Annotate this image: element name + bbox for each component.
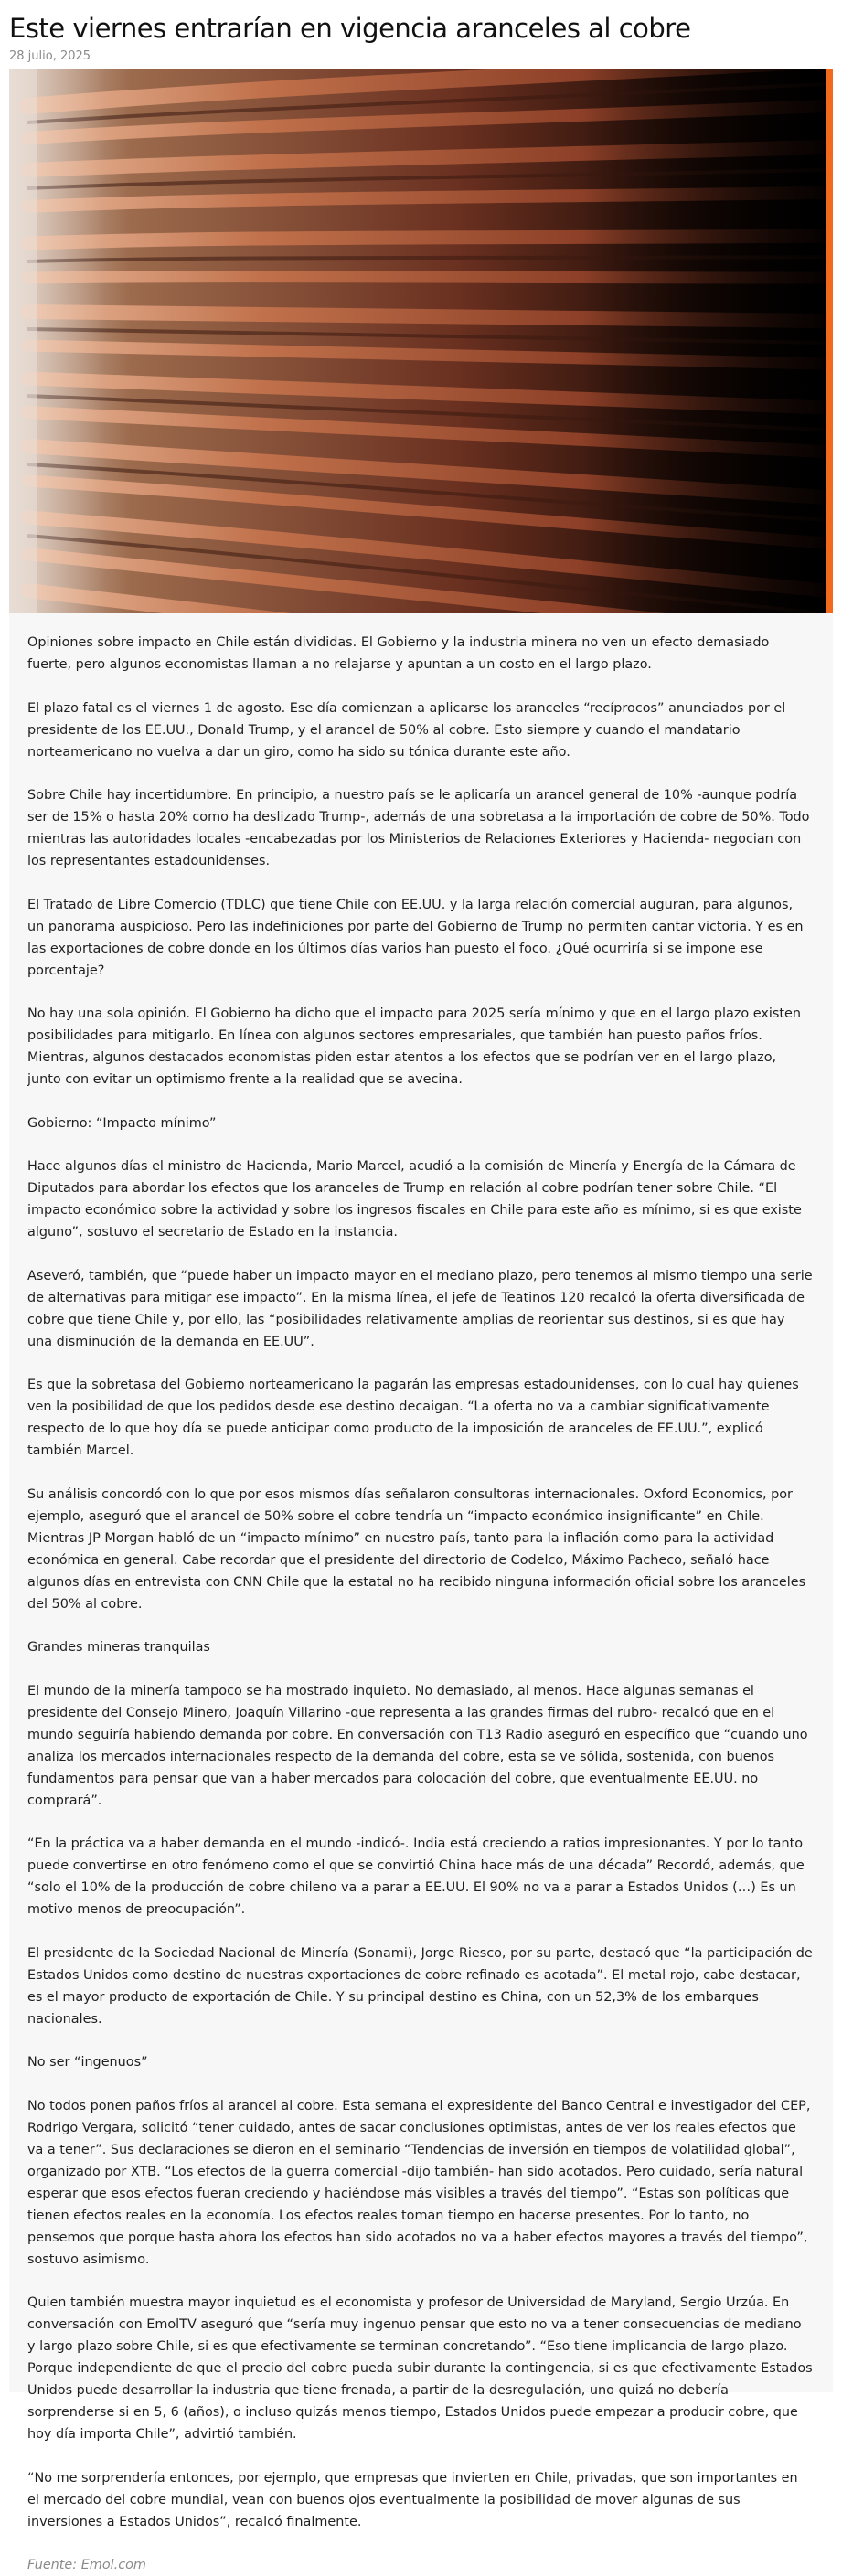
- orange-accent-bar: [826, 69, 833, 613]
- section-subheading: Gobierno: “Impacto mínimo”: [27, 1115, 217, 1131]
- article-paragraph: “En la práctica va a haber demanda en el mundo -indicó-. India está creciendo a ratios impresionantes. Y por lo tanto puede convertirse en otro fenómeno como el que se convirtió China hace más de una década” Recordó, además, que “solo el 10% de la producción de cobre chileno va a parar a EE.UU. El 90% no va a parar a Estados Unidos (…) Es un motivo menos de preocupación”.: [27, 1836, 805, 1917]
- copper-sheets-image: [9, 69, 826, 613]
- article-paragraph: Sobre Chile hay incertidumbre. En principio, a nuestro país se le aplicaría un arancel general de 10% -aunque podría ser de 15% o hasta 20% como ha deslizado Trump-, además de una sobretasa a la importación de cobre de 50%. Todo mientras las autoridades locales -encabezadas por los Ministerios de Relaciones Exteriores y Hacienda- negocian con los representantes estadounidenses.: [27, 788, 810, 868]
- article-paragraph: El mundo de la minería tampoco se ha mostrado inquieto. No demasiado, al menos. Hace algunas semanas el presidente del Consejo Minero, Joaquín Villarino -que representa a las grandes firmas del rubro- recalcó que en el mundo seguiría habiendo demanda por cobre. En conversación con T13 Radio aseguró en específico que “cuando uno analiza los mercados internacionales respecto de la demanda del cobre, esta se ve sólida, sostenida, con buenos fundamentos para pensar que van a haber mercados para colocación del cobre, que eventualmente EE.UU. no comprará”.: [27, 1683, 808, 1808]
- article-paragraph: Hace algunos días el ministro de Hacienda, Mario Marcel, acudió a la comisión de Minería y Energía de la Cámara de Diputados para abordar los efectos que los aranceles de Trump en relación al cobre podrían tener sobre Chile. “El impacto económico sobre la actividad y sobre los ingresos fiscales en Chile para este año es mínimo, si es que existe alguno”, sostuvo el secretario de Estado en la instancia.: [27, 1159, 802, 1240]
- article-date: 28 julio, 2025: [9, 49, 91, 63]
- article-body: [9, 613, 833, 2572]
- section-subheading: No ser “ingenuos”: [27, 2055, 148, 2070]
- article-source: Fuente: Emol.com: [27, 2558, 146, 2572]
- article-paragraph: No todos ponen paños fríos al arancel al cobre. Esta semana el expresidente del Banco Central e investigador del CEP, Rodrigo Vergara, solicitó “tener cuidado, antes de sacar conclusiones optimistas, antes de ver los reales efectos que va a tener”. Sus declaraciones se dieron en el seminario “Tendencias de inversión en tiempos de volatilidad global”, organizado por XTB. “Los efectos de la guerra comercial -dijo también- han sido acotados. Pero cuidado, sería natural esperar que esos efectos fueran creciendo y haciéndose más visibles a través del tiempo”. “Estas son políticas que tienen efectos reales en la economía. Los efectos reales toman tiempo en hacerse presentes. Por lo tanto, no pensemos que porque hasta ahora los efectos han sido acotados no va a haber efectos mayores a través del tiempo”, sostuvo asimismo.: [27, 2098, 811, 2267]
- article-paragraph: El plazo fatal es el viernes 1 de agosto. Ese día comienzan a aplicarse los aranceles “recíprocos” anunciados por el presidente de los EE.UU., Donald Trump, y el arancel de 50% al cobre. Esto siempre y cuando el mandatario norteamericano no vuelva a dar un giro, como ha sido su tónica durante este año.: [27, 700, 786, 760]
- article-title: Este viernes entrarían en vigencia aranceles al cobre: [9, 13, 691, 44]
- article-paragraph: Opiniones sobre impacto en Chile están divididas. El Gobierno y la industria minera no ven un efecto demasiado fuerte, pero algunos economistas llaman a no relajarse y apuntan a un costo en el largo plazo.: [27, 635, 770, 672]
- article-paragraph: “No me sorprendería entonces, por ejemplo, que empresas que invierten en Chile, privadas, que son importantes en el mercado del cobre mundial, vean con buenos ojos eventualmente la posibilidad de mover algunas de sus inversiones a Estados Unidos”, recalcó finalmente.: [27, 2470, 798, 2529]
- article-paragraph: El Tratado de Libre Comercio (TDLC) que tiene Chile con EE.UU. y la larga relación comercial auguran, para algunos, un panorama auspicioso. Pero las indefiniciones por parte del Gobierno de Trump no permiten cantar victoria. Y es en las exportaciones de cobre donde en los últimos días varios han puesto el foco. ¿Qué ocurriría si se impone ese porcentaje?: [27, 897, 804, 978]
- article-paragraph: No hay una sola opinión. El Gobierno ha dicho que el impacto para 2025 sería mínimo y que en el largo plazo existen posibilidades para mitigarlo. En línea con algunos sectores empresariales, que también han puesto paños fríos. Mientras, algunos destacados economistas piden estar atentos a los efectos que se podrían ver en el largo plazo, junto con evitar un optimismo frente a la realidad que se avecina.: [27, 1006, 801, 1087]
- article-paragraph: Quien también muestra mayor inquietud es el economista y profesor de Universidad de Maryland, Sergio Urzúa. En conversación con EmolTV aseguró que “sería muy ingenuo pensar que esto no va a tener consecuencias de mediano y largo plazo sobre Chile, si es que efectivamente se terminan concretando”. “Eso tiene implicancia de largo plazo. Porque independiente de que el precio del cobre pueda subir durante la contingencia, si es que efectivamente Estados Unidos puede desarrollar la industria que tiene frenada, a partir de la desregulación, uno quizá no debería sorprenderse si en 5, 6 (años), o incluso quizás menos tiempo, Estados Unidos puede empezar a producir cobre, que hoy día importa Chile”, advirtió también.: [27, 2295, 813, 2442]
- article-header: [0, 0, 842, 63]
- article-hero-image: [9, 69, 833, 613]
- article-paragraph: Aseveró, también, que “puede haber un impacto mayor en el mediano plazo, pero tenemos al mismo tiempo una serie de alternativas para mitigar ese impacto”. En la misma línea, el jefe de Teatinos 120 recalcó la oferta diversificada de cobre que tiene Chile y, por ello, las “posibilidades relativamente amplias de reorientar sus destinos, si es que hay una disminución de la demanda en EE.UU”.: [27, 1268, 813, 1349]
- article-paragraph: Su análisis concordó con lo que por esos mismos días señalaron consultoras internacionales. Oxford Economics, por ejemplo, aseguró que el arancel de 50% sobre el cobre tendría un “impacto económico insignificante” en Chile. Mientras JP Morgan habló de un “impacto mínimo” en nuestro país, tanto para la inflación como para la actividad económica en general. Cabe recordar que el presidente del directorio de Codelco, Máximo Pacheco, señaló hace algunos días en entrevista con CNN Chile que la estatal no ha recibido ninguna información oficial sobre los aranceles del 50% al cobre.: [27, 1486, 806, 1612]
- section-subheading: Grandes mineras tranquilas: [27, 1640, 210, 1655]
- article-paragraph: Es que la sobretasa del Gobierno norteamericano la pagarán las empresas estadounidenses, con lo cual hay quienes ven la posibilidad de que los pedidos desde ese destino decaigan. “La oferta no va a cambiar significativamente respecto de lo que hoy día se puede anticipar como producto de la imposición de aranceles de EE.UU.”, explicó también Marcel.: [27, 1378, 799, 1458]
- article-paragraph: El presidente de la Sociedad Nacional de Minería (Sonami), Jorge Riesco, por su parte, destacó que “la participación de Estados Unidos como destino de nuestras exportaciones de cobre refinado es acotada”. El metal rojo, cabe destacar, es el mayor producto de exportación de Chile. Y su principal destino es China, con un 52,3% de los embarques nacionales.: [27, 1945, 813, 2027]
